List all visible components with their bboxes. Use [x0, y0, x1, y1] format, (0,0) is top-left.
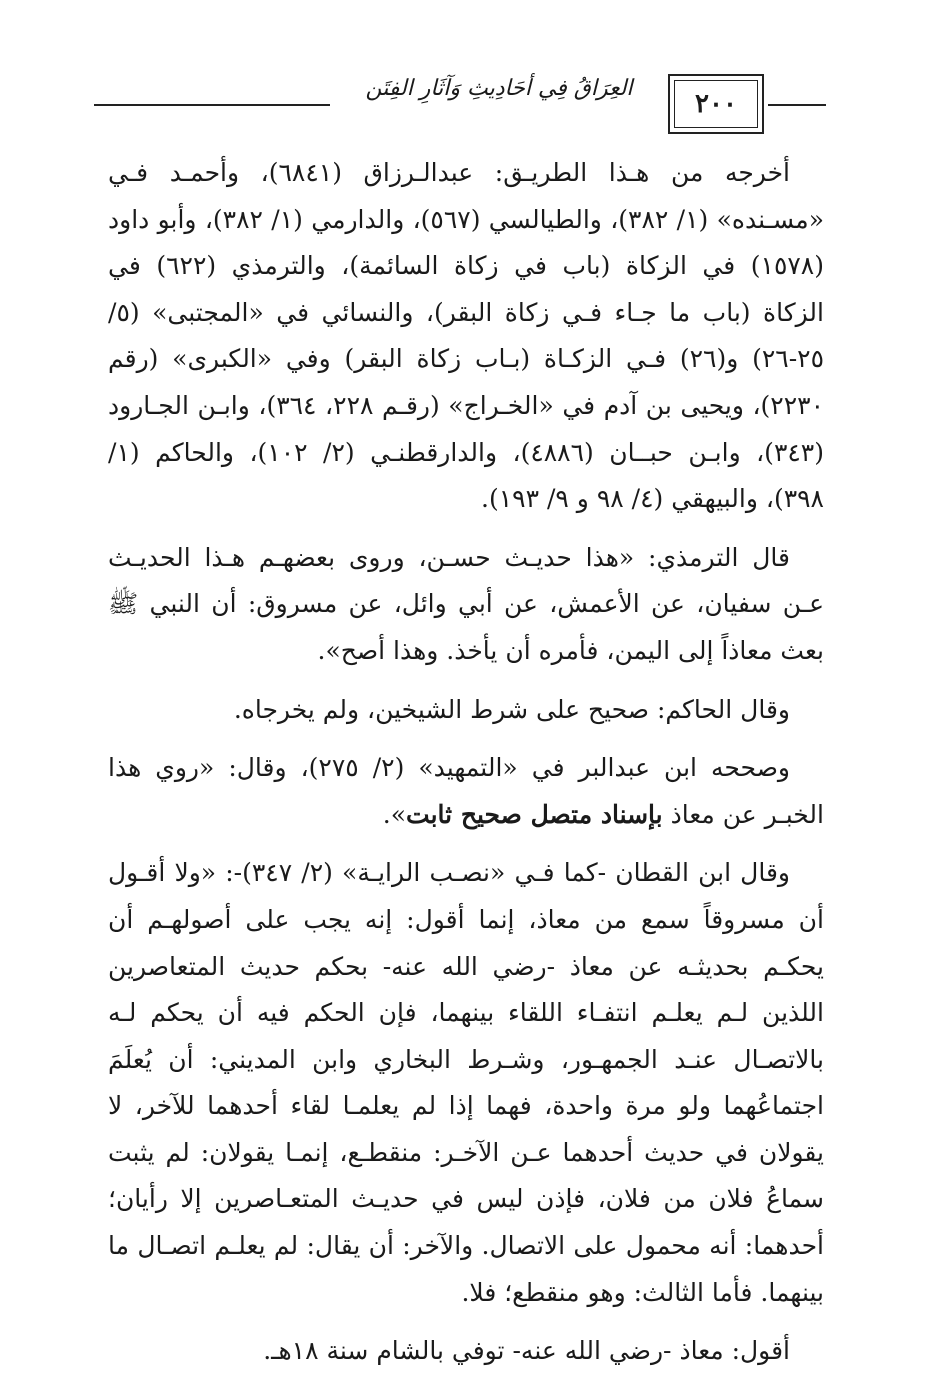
page-header	[84, 62, 824, 144]
header-rule-left	[94, 104, 330, 106]
paragraph-ibn-abdulbarr-text: وصححه ابن عبدالبر في «التمهيد» (٢/ ٢٧٥)، وقال: «روي هذا الخبـر عن معاذ	[108, 753, 824, 829]
page-number-box	[668, 74, 764, 134]
paragraph-ibn-abdulbarr	[108, 745, 824, 838]
paragraph-ibn-abdulbarr-bold: بإسناد متصل صحيح ثابت	[406, 799, 663, 829]
page-number: ٢٠٠	[695, 89, 737, 119]
book-title: العِرَاقُ فِي أحَادِيثِ وَآثَارِ الفِتَن	[365, 76, 633, 101]
page-body	[108, 150, 824, 1385]
paragraph-author-note: أقول: معاذ -رضي الله عنه- توفي بالشام سنة ١٨هـ.	[263, 1336, 790, 1366]
paragraph-ibn-alqattan: وقال ابن القطان -كما فـي «نصـب الرايـة» (٢/ ٣٤٧)-: «ولا أقـول أن مسروقاً سمع من معاذ، إنما أقول: إنه يجب على أصولهـم أن يحكـم بحديثـه عن معاذ -رضي الله عنه- بحكم حديث المتعاصرين اللذين لـم يعلـم انتفـاء اللقاء بينهما، فإن الحكم فيه أن يحكم لـه بالاتصـال عنـد الجمهـور، وشـرط البخاري وابن المديني: أن يُعلَمَ اجتماعُهما ولو مرة واحدة، فهما إذا لم يعلمـا لقاء أحدهما للآخر، لا يقولان في حديث أحدهما عـن الآخـر: منقطـع، إنمـا يقولان: لم يثبت سماعُ فلان من فلان، فإذن ليس في حديـث المتعـاصرين إلا رأيان؛ أحدهما: أنه محمول على الاتصال. والآخر: أن يقال: لم يعلـم اتصـال ما بينهما. فأما الثالث: وهو منقطع؛ فلا.	[108, 858, 824, 1307]
paragraph-takhrij: أخرجه من هـذا الطريـق: عبدالـرزاق (٦٨٤١)، وأحمـد فـي «مسـنده» (١/ ٣٨٢)، والطيالسي (٥٦٧)، والدارمي (١/ ٣٨٢)، وأبو داود (١٥٧٨) في الزكاة (باب في زكاة السائمة)، والترمذي (٦٢٢) في الزكاة (باب ما جـاء فـي زكاة البقر)، والنسائي في «المجتبى» (٥/ ٢٥-٢٦) و(٢٦) فـي الزكـاة (بـاب زكاة البقر) وفي «الكبرى» (رقم ٢٢٣٠)، ويحيى بن آدم في «الخـراج» (رقـم ٢٢٨، ٣٦٤)، وابـن الجـارود (٣٤٣)، وابـن حبــان (٤٨٨٦)، والدارقطنـي (٢/ ١٠٢)، والحاكم (١/ ٣٩٨)، والبيهقي (٤/ ٩٨ و ٩/ ١٩٣).	[108, 158, 825, 514]
paragraph-tirmidhi: قال الترمذي: «هذا حديـث حسـن، وروى بعضهـم هـذا الحديـث عـن سفيان، عن الأعمش، عن أبي وائل، عن مسروق: أن النبي ﷺ بعث معاذاً إلى اليمن، فأمره أن يأخذ. وهذا أصح».	[108, 542, 824, 665]
paragraph-ibn-abdulbarr-tail: ».	[382, 799, 407, 829]
header-rule-right	[768, 104, 826, 106]
paragraph-hakim: وقال الحاكم: صحيح على شرط الشيخين، ولم يخرجاه.	[233, 694, 790, 724]
